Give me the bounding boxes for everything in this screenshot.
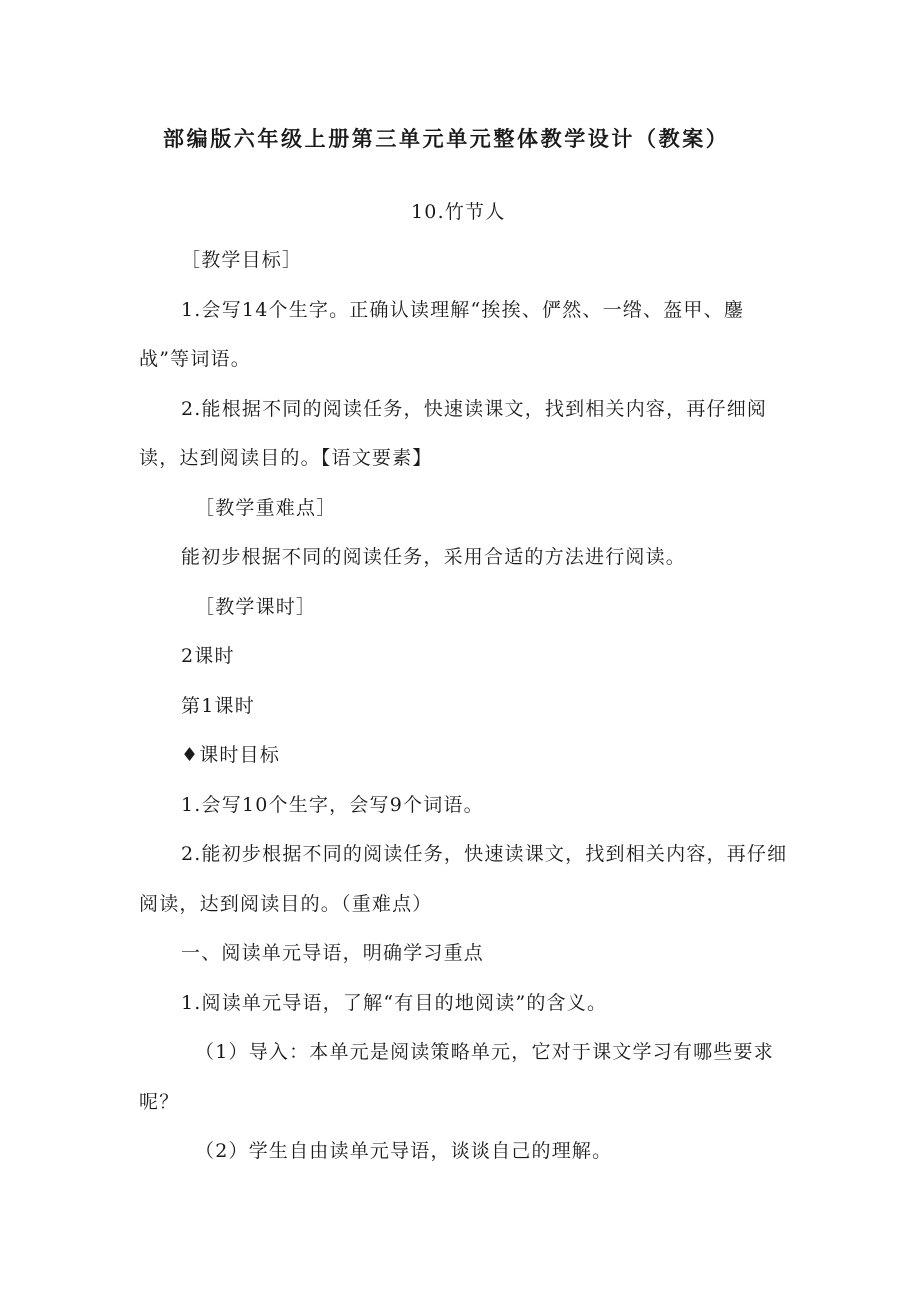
lesson-title: 10.竹节人 [411, 201, 506, 223]
objective-2-line-2: 读，达到阅读目的。【语文要素】 [139, 447, 433, 469]
objective-1-line-1: 1.会写14个生字。正确认读理解“挨挨、俨然、一绺、盔甲、鏖 [181, 299, 745, 321]
document-title: 部编版六年级上册第三单元单元整体教学设计（教案） [163, 126, 730, 151]
goal-2-line-2: 阅读，达到阅读目的。（重难点） [139, 893, 433, 915]
key-points-heading: ［教学重难点］ [195, 497, 337, 519]
step-1b: （2）学生自由读单元导语，谈谈自己的理解。 [195, 1140, 613, 1162]
step-1: 1.阅读单元导语，了解“有目的地阅读”的含义。 [181, 992, 608, 1014]
goal-1: 1.会写10个生字，会写9个词语。 [181, 794, 484, 816]
hours-text: 2课时 [181, 645, 235, 667]
objective-1-line-2: 战”等词语。 [139, 348, 251, 370]
step-1a-line-2: 呢？ [139, 1091, 180, 1113]
lesson-1-label: 第1课时 [181, 695, 255, 717]
step-1a-line-1: （1）导入：本单元是阅读策略单元，它对于课文学习有哪些要求 [195, 1041, 774, 1063]
section-1-heading: 一、阅读单元导语，明确学习重点 [181, 942, 485, 964]
key-points-text: 能初步根据不同的阅读任务，采用合适的方法进行阅读。 [181, 546, 687, 568]
hours-heading: ［教学课时］ [195, 596, 317, 618]
objectives-heading: ［教学目标］ [181, 249, 303, 271]
lesson-goal-heading: ♦课时目标 [181, 744, 281, 766]
goal-2-line-1: 2.能初步根据不同的阅读任务，快速读课文，找到相关内容，再仔细 [181, 843, 788, 865]
objective-2-line-1: 2.能根据不同的阅读任务，快速读课文，找到相关内容，再仔细阅 [181, 398, 768, 420]
